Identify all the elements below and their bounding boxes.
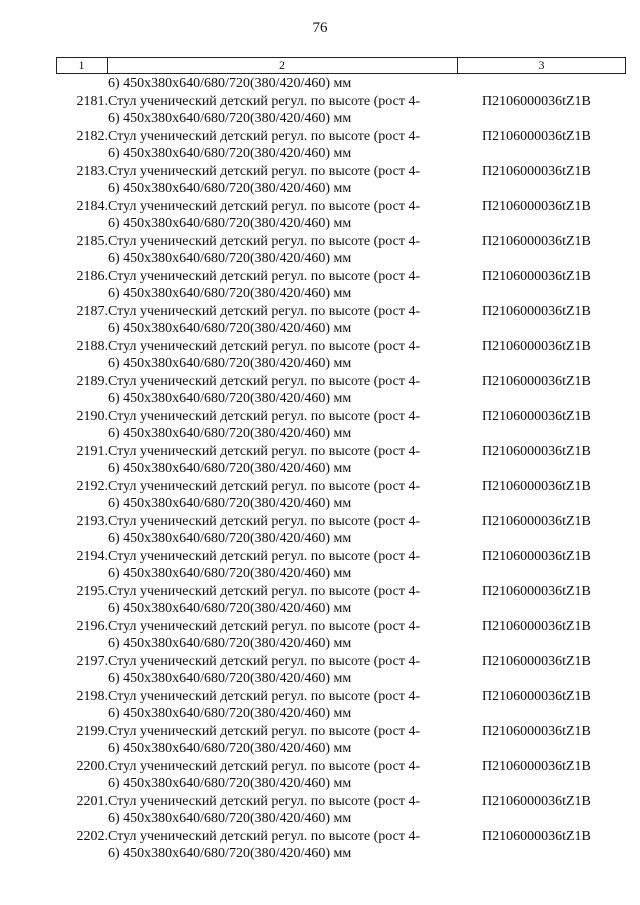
table-row xyxy=(56,163,626,181)
table-row-continuation xyxy=(56,320,626,338)
item-description: Стул ученический детский регул. по высоте (рост 4- xyxy=(108,93,421,109)
item-code: П2106000036tZ1B xyxy=(482,723,591,739)
table-row xyxy=(56,443,626,461)
item-number: 2200. xyxy=(76,758,108,774)
item-code: П2106000036tZ1B xyxy=(482,128,591,144)
table-row xyxy=(56,478,626,496)
table-row xyxy=(56,723,626,741)
item-description-continued: 6) 450x380x640/680/720(380/420/460) мм xyxy=(108,846,352,861)
table-row xyxy=(56,268,626,286)
item-description-continued: 6) 450x380x640/680/720(380/420/460) мм xyxy=(108,811,352,826)
item-number: 2195. xyxy=(76,583,108,599)
item-description: Стул ученический детский регул. по высоте (рост 4- xyxy=(108,268,421,284)
item-number: 2182. xyxy=(76,128,108,144)
item-description-continued: 6) 450x380x640/680/720(380/420/460) мм xyxy=(108,181,352,196)
table-row xyxy=(56,758,626,776)
item-number: 2187. xyxy=(76,303,108,319)
header-col-1: 1 xyxy=(78,58,85,72)
item-number: 2189. xyxy=(76,373,108,389)
item-description: Стул ученический детский регул. по высоте (рост 4- xyxy=(108,513,421,529)
item-description: Стул ученический детский регул. по высоте (рост 4- xyxy=(108,338,421,354)
table-row-continuation xyxy=(56,600,626,618)
item-code: П2106000036tZ1B xyxy=(482,618,591,634)
table-row xyxy=(56,618,626,636)
item-code: П2106000036tZ1B xyxy=(482,198,591,214)
item-description-continued: 6) 450x380x640/680/720(380/420/460) мм xyxy=(108,741,352,756)
item-code: П2106000036tZ1B xyxy=(482,443,591,459)
item-description-continued: 6) 450x380x640/680/720(380/420/460) мм xyxy=(108,636,352,651)
table-row-continuation xyxy=(56,110,626,128)
table-row-continuation xyxy=(56,250,626,268)
item-number: 2194. xyxy=(76,548,108,564)
item-number: 2188. xyxy=(76,338,108,354)
item-number: 2185. xyxy=(76,233,108,249)
item-description: Стул ученический детский регул. по высоте (рост 4- xyxy=(108,233,421,249)
item-code: П2106000036tZ1B xyxy=(482,303,591,319)
item-description: Стул ученический детский регул. по высоте (рост 4- xyxy=(108,408,421,424)
item-number: 2202. xyxy=(76,828,108,844)
item-code: П2106000036tZ1B xyxy=(482,828,591,844)
table-row xyxy=(56,128,626,146)
table-row xyxy=(56,513,626,531)
item-number: 2198. xyxy=(76,688,108,704)
item-description-continued: 6) 450x380x640/680/720(380/420/460) мм xyxy=(108,146,352,161)
item-description-continued: 6) 450x380x640/680/720(380/420/460) мм xyxy=(108,461,352,476)
item-number: 2192. xyxy=(76,478,108,494)
continuation-line xyxy=(56,75,626,93)
item-description-continued: 6) 450x380x640/680/720(380/420/460) мм xyxy=(108,356,352,371)
item-code: П2106000036tZ1B xyxy=(482,513,591,529)
table-row-continuation xyxy=(56,670,626,688)
table-row-continuation xyxy=(56,355,626,373)
item-description: Стул ученический детский регул. по высоте (рост 4- xyxy=(108,828,421,844)
item-description: Стул ученический детский регул. по высоте (рост 4- xyxy=(108,618,421,634)
table-row-continuation xyxy=(56,180,626,198)
item-number: 2186. xyxy=(76,268,108,284)
item-description: Стул ученический детский регул. по высоте (рост 4- xyxy=(108,303,421,319)
item-code: П2106000036tZ1B xyxy=(482,408,591,424)
table-row-continuation xyxy=(56,775,626,793)
item-description-continued: 6) 450x380x640/680/720(380/420/460) мм xyxy=(108,776,352,791)
item-description: Стул ученический детский регул. по высоте (рост 4- xyxy=(108,758,421,774)
item-number: 2201. xyxy=(76,793,108,809)
table-row-continuation xyxy=(56,460,626,478)
table-row-continuation xyxy=(56,635,626,653)
item-description-continued: 6) 450x380x640/680/720(380/420/460) мм xyxy=(108,671,352,686)
item-description-continued: 6) 450x380x640/680/720(380/420/460) мм xyxy=(108,496,352,511)
table-row xyxy=(56,303,626,321)
item-description: Стул ученический детский регул. по высоте (рост 4- xyxy=(108,373,421,389)
item-description-continued: 6) 450x380x640/680/720(380/420/460) мм xyxy=(108,111,352,126)
table-row xyxy=(56,93,626,111)
item-number: 2199. xyxy=(76,723,108,739)
table-row-continuation xyxy=(56,215,626,233)
header-col-2: 2 xyxy=(279,58,285,72)
item-description: Стул ученический детский регул. по высоте (рост 4- xyxy=(108,723,421,739)
item-code: П2106000036tZ1B xyxy=(482,583,591,599)
item-description-continued: 6) 450x380x640/680/720(380/420/460) мм xyxy=(108,286,352,301)
item-description: Стул ученический детский регул. по высоте (рост 4- xyxy=(108,653,421,669)
table-row-continuation xyxy=(56,845,626,863)
table-row xyxy=(56,583,626,601)
item-description: Стул ученический детский регул. по высоте (рост 4- xyxy=(108,793,421,809)
table-row-continuation xyxy=(56,390,626,408)
item-code: П2106000036tZ1B xyxy=(482,268,591,284)
item-number: 2181. xyxy=(76,93,108,109)
item-number: 2197. xyxy=(76,653,108,669)
table-row-continuation xyxy=(56,810,626,828)
table-row xyxy=(56,548,626,566)
header-col-3: 3 xyxy=(538,58,545,72)
item-code: П2106000036tZ1B xyxy=(482,163,591,179)
item-description-continued: 6) 450x380x640/680/720(380/420/460) мм xyxy=(108,531,352,546)
item-code: П2106000036tZ1B xyxy=(482,758,591,774)
item-description: Стул ученический детский регул. по высоте (рост 4- xyxy=(108,548,421,564)
table-row xyxy=(56,373,626,391)
item-description: Стул ученический детский регул. по высоте (рост 4- xyxy=(108,163,421,179)
item-description: Стул ученический детский регул. по высоте (рост 4- xyxy=(108,688,421,704)
item-description-continued: 6) 450x380x640/680/720(380/420/460) мм xyxy=(108,216,352,231)
item-list xyxy=(56,93,626,863)
table-row xyxy=(56,688,626,706)
table-row-continuation xyxy=(56,740,626,758)
item-number: 2196. xyxy=(76,618,108,634)
item-code: П2106000036tZ1B xyxy=(482,688,591,704)
table-row xyxy=(56,198,626,216)
item-description-continued: 6) 450x380x640/680/720(380/420/460) мм xyxy=(108,251,352,266)
item-description-continued: 6) 450x380x640/680/720(380/420/460) мм xyxy=(108,601,352,616)
item-code: П2106000036tZ1B xyxy=(482,478,591,494)
page-number: 76 xyxy=(312,20,328,36)
item-number: 2190. xyxy=(76,408,108,424)
table-row-continuation xyxy=(56,145,626,163)
item-description-continued: 6) 450x380x640/680/720(380/420/460) мм xyxy=(108,391,352,406)
item-description-continued: 6) 450x380x640/680/720(380/420/460) мм xyxy=(108,426,352,441)
table-row xyxy=(56,233,626,251)
table-body xyxy=(56,75,626,863)
table-row-continuation xyxy=(56,285,626,303)
item-number: 2184. xyxy=(76,198,108,214)
item-description-continued: 6) 450x380x640/680/720(380/420/460) мм xyxy=(108,566,352,581)
item-code: П2106000036tZ1B xyxy=(482,373,591,389)
item-description-continued: 6) 450x380x640/680/720(380/420/460) мм xyxy=(108,321,352,336)
item-number: 2191. xyxy=(76,443,108,459)
item-description: Стул ученический детский регул. по высоте (рост 4- xyxy=(108,443,421,459)
table-row xyxy=(56,408,626,426)
table-row-continuation xyxy=(56,425,626,443)
item-description-continued: 6) 450x380x640/680/720(380/420/460) мм xyxy=(108,76,352,91)
table-row-continuation xyxy=(56,565,626,583)
item-number: 2183. xyxy=(76,163,108,179)
item-description: Стул ученический детский регул. по высоте (рост 4- xyxy=(108,583,421,599)
item-number: 2193. xyxy=(76,513,108,529)
table-row-continuation xyxy=(56,495,626,513)
table-row xyxy=(56,828,626,846)
item-code: П2106000036tZ1B xyxy=(482,793,591,809)
item-description: Стул ученический детский регул. по высоте (рост 4- xyxy=(108,128,421,144)
item-description-continued: 6) 450x380x640/680/720(380/420/460) мм xyxy=(108,706,352,721)
table-row xyxy=(56,793,626,811)
item-code: П2106000036tZ1B xyxy=(482,93,591,109)
table-row xyxy=(56,338,626,356)
table-row xyxy=(56,653,626,671)
item-code: П2106000036tZ1B xyxy=(482,548,591,564)
item-description: Стул ученический детский регул. по высоте (рост 4- xyxy=(108,478,421,494)
table-row-continuation xyxy=(56,530,626,548)
table-header xyxy=(56,57,626,74)
item-code: П2106000036tZ1B xyxy=(482,233,591,249)
item-code: П2106000036tZ1B xyxy=(482,653,591,669)
header-divider xyxy=(625,58,626,73)
item-description: Стул ученический детский регул. по высоте (рост 4- xyxy=(108,198,421,214)
table-row-continuation xyxy=(56,705,626,723)
item-code: П2106000036tZ1B xyxy=(482,338,591,354)
